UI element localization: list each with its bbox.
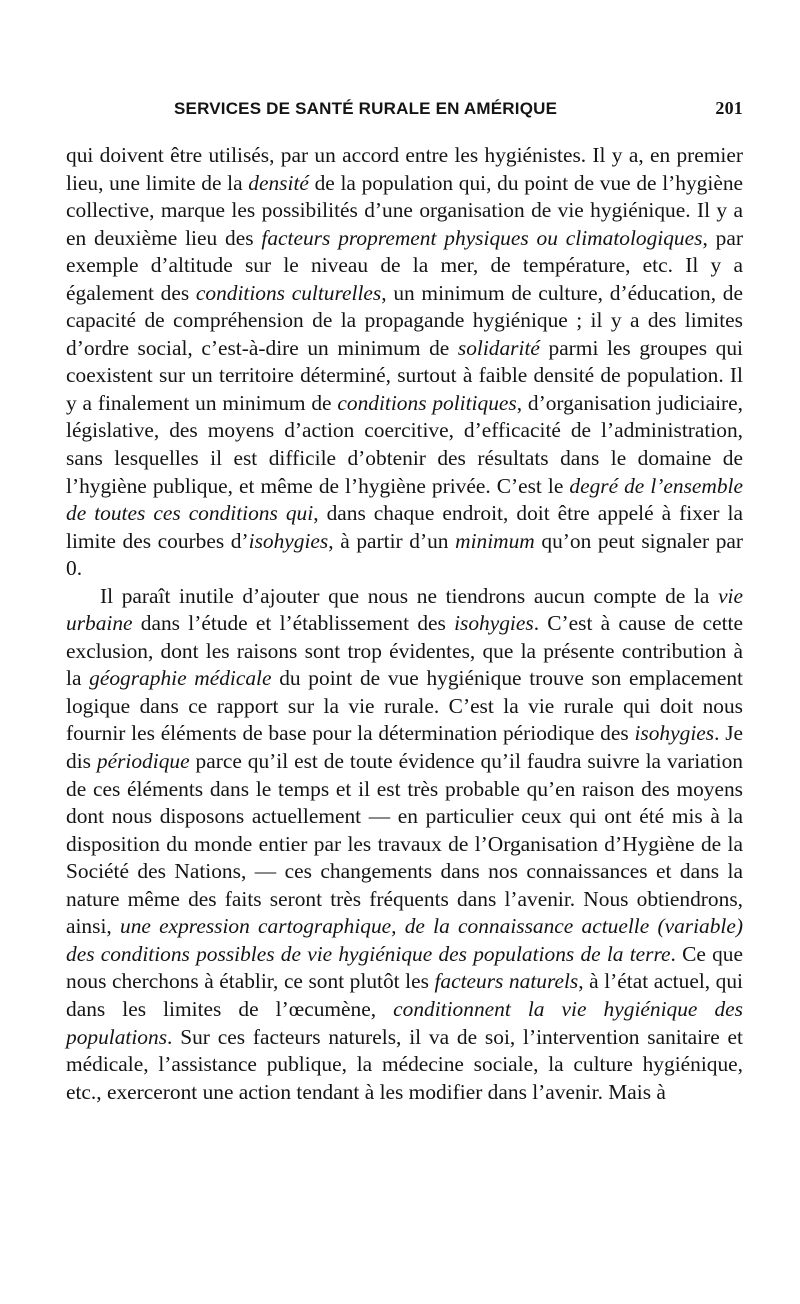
text-run: dans l’étude et l’établissement des [132, 611, 455, 636]
text-run: , un minimum de culture, d’éducation, de capacité de compréhension de la propagande hygiénique ; il y a des limites d’ordre social, c’est-à-dire un minimum de [66, 280, 743, 360]
paragraph-1 [66, 142, 743, 583]
italic-run: conditionnent la vie hygiénique des populations [66, 996, 743, 1049]
italic-run: vie urbaine [66, 583, 743, 636]
italic-run: minimum [455, 528, 535, 553]
text-run: parmi les groupes qui coexistent sur un territoire déterminé, surtout à faible densité de population. Il y a finalement un minimum de [66, 335, 743, 415]
text-run: . Ce que nous cherchons à établir, ce sont plutôt les [66, 941, 743, 994]
page-number: 201 [715, 98, 743, 118]
running-title: SERVICES DE SANTÉ RURALE EN AMÉRIQUE [174, 99, 558, 118]
italic-run: une expression cartographique, de la connaissance actuelle (variable) des conditions possibles de vie hygiénique des populations de la terre [66, 914, 743, 966]
italic-run: isohygies [634, 721, 715, 746]
italic-run: degré de l’ensemble de toutes ces conditions qui [66, 473, 743, 526]
body-text [66, 142, 743, 1106]
text-run: du point de vue hygiénique trouve son emplacement logique dans ce rapport sur la vie rurale. C’est la vie rurale qui doit nous fournir les éléments de base pour la détermination périodique des [66, 666, 743, 746]
italic-run: géographie médicale [89, 666, 272, 691]
italic-run: conditions culturelles [195, 280, 382, 305]
text-run: parce qu’il est de toute évidence qu’il faudra suivre la variation de ces éléments dans le temps et il est très probable qu’en raison des moyens dont nous disposons actuellement — en particulier ceux qui ont été mis à la disposition du monde entier par les travaux de l’Organisation d’Hygiène de la Société des Nations, — ces changements dans nos connaissances et dans la nature même des faits seront très fréquents dans l’avenir. Nous obtiendrons, ainsi, [66, 749, 743, 939]
text-run: . Sur ces facteurs naturels, il va de soi, l’intervention sanitaire et médicale, l’assistance publique, la médecine sociale, la culture hygiénique, etc., exerceront une action tendant à les modifier dans l’avenir. Mais à [66, 1024, 743, 1104]
text-run: , d’organisation judiciaire, législative, des moyens d’action coercitive, d’efficacité de l’administration, sans lesquelles il est difficile d’obtenir des résultats dans le domaine de l’hygiène publique, et même de l’hygiène privée. C’est le [66, 390, 744, 498]
text-run: , dans chaque endroit, doit être appelé à fixer la limite des courbes d’ [66, 501, 743, 553]
italic-run: solidarité [457, 335, 540, 360]
italic-run: conditions politiques [337, 390, 517, 415]
italic-run: isohygies [454, 611, 534, 636]
italic-run: densité [248, 170, 309, 195]
text-run: , par exemple d’altitude sur le niveau de la mer, de température, etc. Il y a également des [66, 225, 743, 305]
italic-run: facteurs naturels [434, 969, 579, 994]
text-run: Il paraît inutile d’ajouter que nous ne tiendrons aucun compte de la [100, 583, 719, 608]
italic-run: isohygies [248, 528, 329, 553]
text-run: qui doivent être utilisés, par un accord entre les hygiénistes. Il y a, en premier lieu, une limite de la [66, 143, 743, 195]
text-run: , à l’état actuel, qui dans les limites de l’œcumène, [66, 969, 743, 1021]
text-run: . Je dis [66, 721, 744, 774]
text-run: . C’est à cause de cette exclusion, dont les raisons sont trop évidentes, que la présente contribution à la [66, 611, 743, 691]
italic-run: facteurs proprement physiques ou climatologiques [261, 225, 703, 250]
italic-run: périodique [96, 749, 190, 774]
text-run: qu’on peut signaler par 0. [66, 528, 744, 581]
text-run: de la population qui, du point de vue de l’hygiène collective, marque les possibilités d’une organisation de vie hygiénique. Il y a en deuxième lieu des [66, 170, 744, 250]
running-header [66, 98, 743, 128]
paragraph-2 [66, 583, 743, 1106]
document-page [66, 98, 743, 1106]
text-run: , à partir d’un [328, 528, 456, 553]
